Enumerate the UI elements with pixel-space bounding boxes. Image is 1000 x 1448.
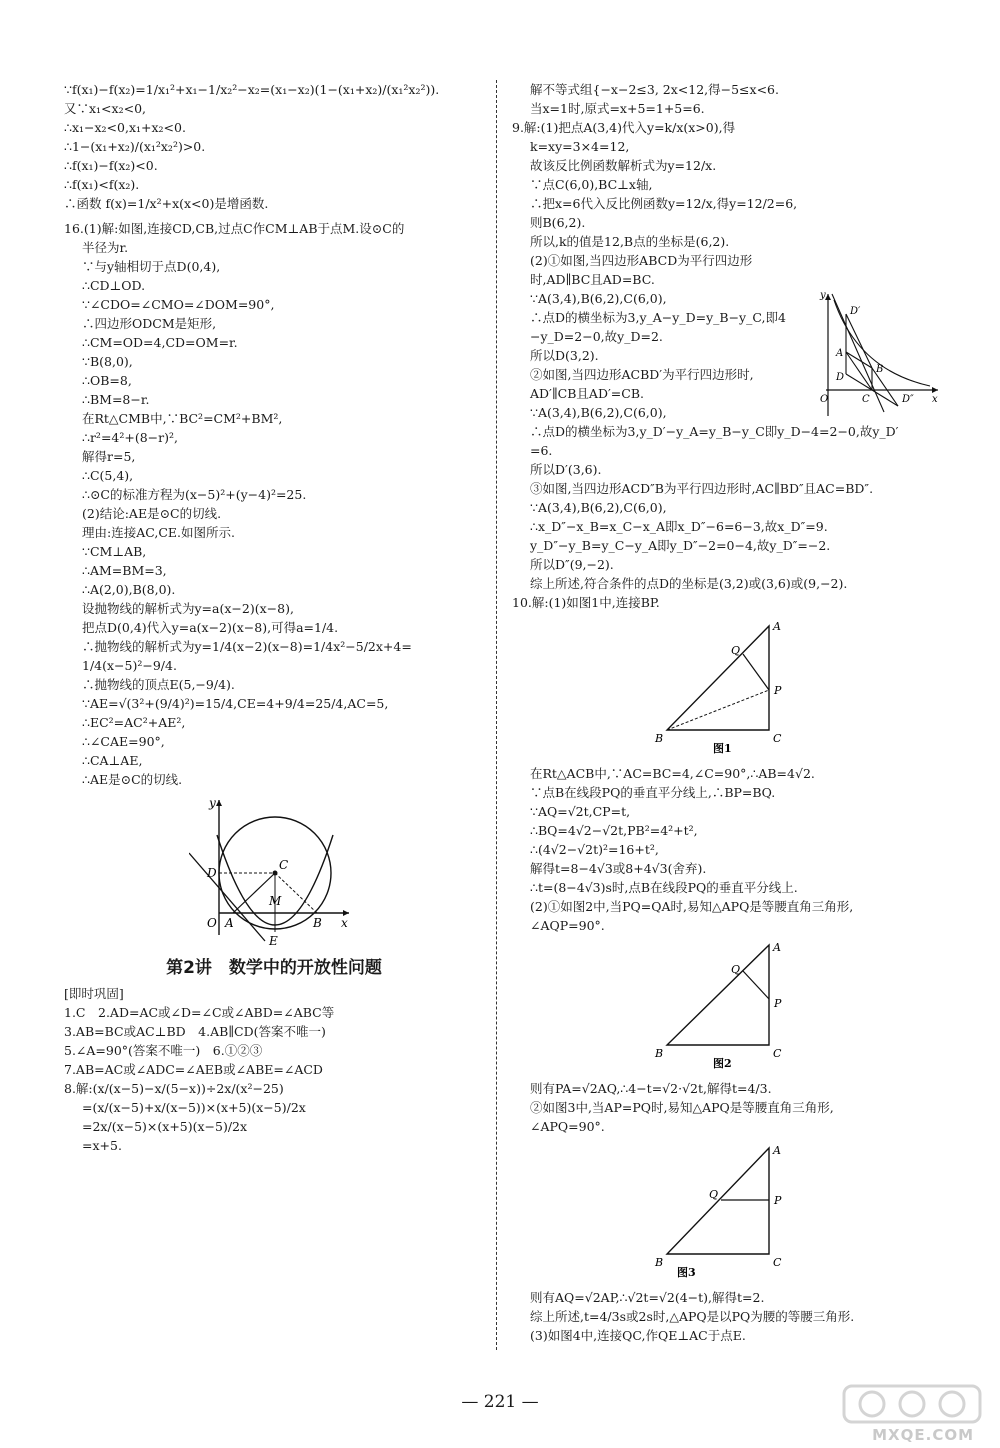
text-line: ∠AQP=90°. [530, 918, 605, 933]
text-line: ∴A(2,0),B(8,0). [82, 582, 176, 597]
text-line: ∵A(3,4),B(6,2),C(6,0), [530, 500, 667, 515]
text-line: ∠APQ=90°. [530, 1119, 605, 1134]
text-line: 解得r=5, [82, 449, 136, 464]
point-label: B [313, 916, 322, 930]
text-line: =(x/(x−5)+x/(x−5))×(x+5)(x−5)/2x [82, 1100, 306, 1115]
text-line: 10.解:(1)如图1中,连接BP. [512, 595, 660, 610]
text-line: ∵f(x₁)−f(x₂)=1/x₁²+x₁−1/x₂²−x₂=(x₁−x₂)(1−(x₁+x₂)/(x₁²x₂²)). [64, 82, 440, 97]
figure-3 [512, 1142, 942, 1282]
triangle-figure-3 [647, 1142, 807, 1282]
axis-label: x [341, 916, 348, 930]
text-line: 设抛物线的解析式为y=a(x−2)(x−8), [82, 601, 294, 616]
proof-16-prior [64, 80, 484, 213]
text-line: ∵A(3,4),B(6,2),C(6,0), [530, 405, 667, 420]
point-label: C [773, 732, 782, 745]
point-label: D′ [850, 306, 861, 317]
watermark-text: MXQE.COM [872, 1426, 974, 1444]
text-line: ∴(4√2−√2t)²=16+t², [530, 842, 659, 857]
point-label: M [269, 894, 282, 908]
text-line: ∵点C(6,0),BC⊥x轴, [530, 177, 653, 192]
text-line: ∴⊙C的标准方程为(x−5)²+(y−4)²=25. [82, 487, 307, 502]
text-line: 理由:连接AC,CE.如图所示. [82, 525, 235, 540]
text-line: ③如图,当四边形ACD″B为平行四边形时,AC∥BD″且AC=BD″. [530, 481, 874, 496]
point-label: B [876, 364, 884, 375]
text-line: ∵∠CDO=∠CMO=∠DOM=90°, [82, 297, 275, 312]
text-line: 1/4(x−5)²−9/4. [82, 658, 177, 673]
text-line: ∴OB=8, [82, 373, 132, 388]
text-line: 则B(6,2). [530, 215, 586, 230]
text-line: 8.解:(x/(x−5)−x/(5−x))÷2x/(x²−25) [64, 1081, 284, 1096]
text-line: ∴1−(x₁+x₂)/(x₁²x₂²)>0. [64, 139, 206, 154]
text-line: ∵CM⊥AB, [82, 544, 147, 559]
point-label: A [773, 941, 781, 954]
text-line: (2)①如图2中,当PQ=QA时,易知△APQ是等腰直角三角形, [530, 899, 854, 914]
problem-10-part-3 [512, 1288, 942, 1345]
point-label: Q [731, 963, 741, 976]
text-line: (3)如图4中,连接QC,作QE⊥AC于点E. [530, 1328, 746, 1343]
text-line: ∵B(8,0), [82, 354, 133, 369]
text-line: 在Rt△CMB中,∵BC²=CM²+BM², [82, 411, 283, 426]
text-line: ∴BQ=4√2−√2t,PB²=4²+t², [530, 823, 698, 838]
text-line: 5.∠A=90°(答案不唯一) 6.①②③ [64, 1043, 263, 1058]
text-line: 7.AB=AC或∠ADC=∠AEB或∠ABE=∠ACD [64, 1062, 323, 1077]
text-line: 把点D(0,4)代入y=a(x−2)(x−8),可得a=1/4. [82, 620, 339, 635]
text-line: ∵A(3,4),B(6,2),C(6,0), [530, 291, 667, 306]
problem-9-block [512, 80, 942, 612]
circle-parabola-diagram [189, 795, 359, 945]
text-line: ②如图,当四边形ACBD′为平行四边形时, [530, 367, 754, 382]
point-label: D [836, 372, 845, 383]
text-line: ∴C(5,4), [82, 468, 134, 483]
text-line: ∴抛物线的解析式为y=1/4(x−2)(x−8)=1/4x²−5/2x+4= [82, 639, 412, 654]
text-line: 所以D″(9,−2). [530, 557, 614, 572]
point-label: P [774, 684, 782, 697]
point-label: A [773, 620, 781, 633]
point-label: Q [731, 644, 741, 657]
text-line: =2x/(x−5)×(x+5)(x−5)/2x [82, 1119, 248, 1134]
point-label: O [820, 394, 829, 405]
problem-10-part-1 [512, 764, 942, 935]
text-line: 1.C 2.AD=AC或∠D=∠C或∠ABD=∠ABC等 [64, 1005, 335, 1020]
text-line: ∴x_D″−x_B=x_C−x_A即x_D″−6=6−3,故x_D″=9. [530, 519, 828, 534]
text-line: ∴四边形ODCM是矩形, [82, 316, 217, 331]
text-line: −y_D=2−0,故y_D=2. [530, 329, 663, 344]
circle-parabola-figure [64, 795, 484, 945]
text-line: 半径为r. [82, 240, 129, 255]
text-line: 所以D′(3,6). [530, 462, 602, 477]
text-line: =x+5. [82, 1138, 122, 1153]
text-line: k=xy=3×4=12, [530, 139, 630, 154]
axis-label: x [932, 394, 938, 405]
axis-label: y [820, 290, 826, 301]
problem-16-solution [64, 219, 484, 789]
text-line: 综上所述,符合条件的点D的坐标是(3,2)或(3,6)或(9,−2). [530, 576, 848, 591]
text-line: ∴CM=OD=4,CD=OM=r. [82, 335, 238, 350]
text-line: 则有PA=√2AQ,∴4−t=√2·√2t,解得t=4/3. [530, 1081, 772, 1096]
text-line: ∴t=(8−4√3)s时,点B在线段PQ的垂直平分线上. [530, 880, 798, 895]
point-label: D″ [902, 394, 914, 405]
point-label: E [269, 934, 278, 945]
text-line: 所以D(3,2). [530, 348, 599, 363]
text-line: ∴r²=4²+(8−r)², [82, 430, 178, 445]
point-label: B [655, 732, 664, 745]
text-line: 综上所述,t=4/3s或2s时,△APQ是以PQ为腰的等腰三角形. [530, 1309, 855, 1324]
figure-caption: 图2 [713, 1057, 732, 1070]
point-label: C [773, 1047, 782, 1060]
text-line: ∴AE是⊙C的切线. [82, 772, 183, 787]
page-number: — 221 — [461, 1392, 539, 1412]
point-label: A [225, 916, 234, 930]
text-line: y_D″−y_B=y_C−y_A即y_D″−2=0−4,故y_D″=−2. [530, 538, 831, 553]
figure-caption: 图1 [713, 742, 732, 755]
problem-10-part-2 [512, 1079, 942, 1136]
text-line: 时,AD∥BC且AD=BC. [530, 272, 655, 287]
text-line: ②如图3中,当AP=PQ时,易知△APQ是等腰直角三角形, [530, 1100, 834, 1115]
text-line: ∴EC²=AC²+AE², [82, 715, 186, 730]
text-line: ∴点D的横坐标为3,y_D′−y_A=y_B−y_C即y_D−4=2−0,故y_D′ [530, 424, 899, 439]
text-line: 解得t=8−4√3或8+4√3(舍弃). [530, 861, 707, 876]
point-label: B [655, 1047, 664, 1060]
point-label: C [862, 394, 870, 405]
triangle-figure-2 [647, 941, 807, 1073]
left-column [64, 80, 484, 1155]
text-line: ∴x₁−x₂<0,x₁+x₂<0. [64, 120, 186, 135]
text-line: 当x=1时,原式=x+5=1+5=6. [530, 101, 705, 116]
point-label: A [773, 1144, 781, 1157]
text-line: ∵点B在线段PQ的垂直平分线上,∴BP=BQ. [530, 785, 776, 800]
point-label: P [774, 997, 782, 1010]
text-line: ∴∠CAE=90°, [82, 734, 165, 749]
point-label: C [773, 1256, 782, 1269]
point-label: O [207, 916, 217, 930]
quick-review [64, 984, 484, 1155]
text-line: 9.解:(1)把点A(3,4)代入y=k/x(x>0),得 [512, 120, 736, 135]
point-label: D [207, 866, 217, 880]
text-line: AD′∥CB且AD′=CB. [530, 386, 644, 401]
text-line: ∵AE=√(3²+(9/4)²)=15/4,CE=4+9/4=25/4,AC=5, [82, 696, 389, 711]
section-title: 第2讲 数学中的开放性问题 [166, 958, 382, 978]
text-line: =6. [530, 443, 553, 458]
text-line: ∴BM=8−r. [82, 392, 150, 407]
text-line: 16.(1)解:如图,连接CD,CB,过点C作CM⊥AB于点M.设⊙C的 [64, 221, 405, 236]
text-line: ∴AM=BM=3, [82, 563, 167, 578]
text-line: 则有AQ=√2AP,∴√2t=√2(4−t),解得t=2. [530, 1290, 765, 1305]
text-line: [即时巩固] [64, 986, 124, 1001]
text-line: 3.AB=BC或AC⊥BD 4.AB∥CD(答案不唯一) [64, 1024, 326, 1039]
text-line: 解不等式组{−x−2≤3, 2x<12,得−5≤x<6. [530, 82, 779, 97]
figure-2 [512, 941, 942, 1073]
figure-caption: 图3 [677, 1266, 696, 1279]
text-line: ∴抛物线的顶点E(5,−9/4). [82, 677, 235, 692]
text-line: 在Rt△ACB中,∵AC=BC=4,∠C=90°,∴AB=4√2. [530, 766, 815, 781]
point-label: C [279, 858, 289, 872]
right-column [512, 80, 942, 1345]
point-label: P [774, 1194, 782, 1207]
triangle-figure-1 [647, 618, 807, 758]
text-line: ∵AQ=√2t,CP=t, [530, 804, 631, 819]
text-line: ∵与y轴相切于点D(0,4), [82, 259, 221, 274]
figure-1 [512, 618, 942, 758]
text-line: ∴f(x₁)−f(x₂)<0. [64, 158, 158, 173]
text-line: ∴f(x₁)<f(x₂). [64, 177, 140, 192]
text-line: ∴CD⊥OD. [82, 278, 146, 293]
text-line: ∴函数 f(x)=1/x²+x(x<0)是增函数. [64, 196, 269, 211]
text-line: ∴CA⊥AE, [82, 753, 143, 768]
axis-label: y [209, 796, 216, 810]
text-line: (2)结论:AE是⊙C的切线. [82, 506, 222, 521]
point-label: B [655, 1256, 664, 1269]
text-line: 所以,k的值是12,B点的坐标是(6,2). [530, 234, 730, 249]
parallelogram-coordinate-diagram [818, 290, 942, 418]
text-line: ∴点D的横坐标为3,y_A−y_D=y_B−y_C,即4 [530, 310, 786, 325]
point-label: Q [709, 1188, 719, 1201]
point-label: A [836, 348, 844, 359]
column-divider [496, 80, 497, 1350]
text-line: 又∵x₁<x₂<0, [64, 101, 146, 116]
text-line: (2)①如图,当四边形ABCD为平行四边形 [530, 253, 753, 268]
text-line: 故该反比例函数解析式为y=12/x. [530, 158, 717, 173]
text-line: ∴把x=6代入反比例函数y=12/x,得y=12/2=6, [530, 196, 798, 211]
